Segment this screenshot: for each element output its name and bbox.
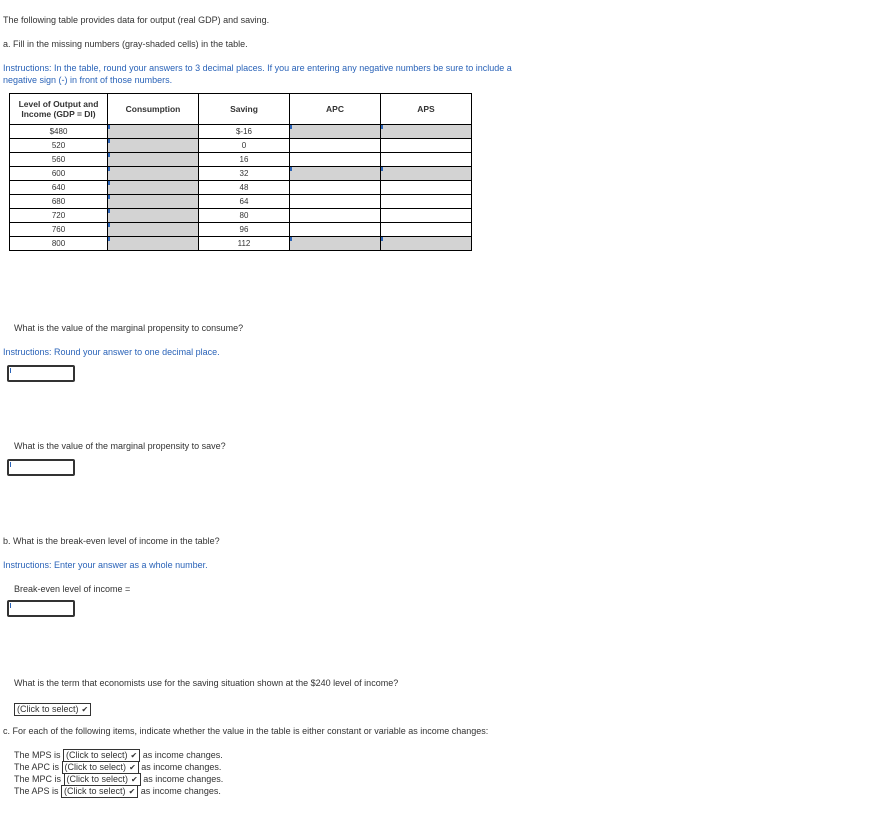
header-aps: APS (381, 94, 472, 125)
table-row (10, 195, 472, 209)
saving-cell: 96 (199, 223, 290, 237)
part-a-text: a. Fill in the missing numbers (gray-shaded cells) in the table. (3, 39, 248, 49)
header-apc: APC (290, 94, 381, 125)
table-row (10, 139, 472, 153)
consumption-input[interactable] (108, 223, 199, 237)
saving-cell: 16 (199, 153, 290, 167)
aps-input[interactable] (381, 237, 472, 251)
consumption-input[interactable] (108, 181, 199, 195)
question-mps: What is the value of the marginal propensity to save? (14, 441, 226, 451)
instructions-b: Instructions: Enter your answer as a whole number. (3, 560, 208, 570)
chevron-down-icon: ✔︎ (131, 775, 138, 784)
consumption-input[interactable] (108, 125, 199, 139)
header-consumption: Consumption (108, 94, 199, 125)
consumption-input[interactable] (108, 139, 199, 153)
income-cell: 520 (10, 139, 108, 153)
part-c-item-suffix: as income changes. (140, 785, 221, 796)
saving-cell: $-16 (199, 125, 290, 139)
intro-text: The following table provides data for output (real GDP) and saving. (3, 15, 270, 25)
part-c-item-prefix: The APC is (14, 761, 60, 772)
aps-cell (381, 209, 472, 223)
part-c-select-value: (Click to select) (66, 774, 129, 784)
term-select-box[interactable] (14, 703, 91, 716)
chevron-down-icon: ✔︎ (130, 751, 138, 760)
part-c-item-suffix: as income changes. (142, 749, 223, 760)
data-table (9, 93, 472, 251)
consumption-input[interactable] (108, 237, 199, 251)
part-c-item-prefix: The MPC is (14, 773, 62, 784)
saving-cell: 80 (199, 209, 290, 223)
consumption-input[interactable] (108, 195, 199, 209)
apc-cell (290, 153, 381, 167)
aps-cell (381, 195, 472, 209)
consumption-input[interactable] (108, 167, 199, 181)
part-c-text: c. For each of the following items, indicate whether the value in the table is either constant or variable as income changes: (3, 726, 489, 736)
part-c-select-value: (Click to select) (64, 762, 127, 772)
breakeven-label: Break-even level of income = (14, 584, 131, 594)
saving-cell: 32 (199, 167, 290, 181)
table-row (10, 237, 472, 251)
question-term: What is the term that economists use for the saving situation shown at the $240 level of income? (14, 678, 399, 688)
income-cell: 680 (10, 195, 108, 209)
header-saving: Saving (199, 94, 290, 125)
header-income: Level of Output and Income (GDP = DI) (10, 94, 108, 125)
aps-cell (381, 181, 472, 195)
aps-input[interactable] (381, 125, 472, 139)
term-select-value: (Click to select) (17, 704, 79, 715)
instructions-a-line1: Instructions: In the table, round your answers to 3 decimal places. If you are entering any negative numbers be sure to include a (3, 63, 512, 73)
breakeven-input[interactable] (7, 600, 75, 617)
term-select[interactable] (14, 701, 91, 719)
mpc-input[interactable] (7, 365, 75, 382)
apc-input[interactable] (290, 125, 381, 139)
apc-cell (290, 181, 381, 195)
apc-cell (290, 139, 381, 153)
mps-input[interactable] (7, 459, 75, 476)
apc-cell (290, 209, 381, 223)
income-cell: 640 (10, 181, 108, 195)
chevron-down-icon: ✔︎ (129, 763, 136, 772)
part-c-select-value: (Click to select) (66, 750, 128, 760)
part-c-item-suffix: as income changes. (141, 761, 222, 772)
table-row (10, 223, 472, 237)
apc-input[interactable] (290, 237, 381, 251)
saving-cell: 112 (199, 237, 290, 251)
income-cell: 800 (10, 237, 108, 251)
apc-cell (290, 223, 381, 237)
instructions-a-line2: negative sign (-) in front of those numbers. (3, 75, 173, 85)
table-row (10, 181, 472, 195)
part-b-text: b. What is the break-even level of income in the table? (3, 536, 220, 546)
consumption-input[interactable] (108, 153, 199, 167)
part-c-select-value: (Click to select) (64, 786, 126, 796)
consumption-input[interactable] (108, 209, 199, 223)
income-cell: 600 (10, 167, 108, 181)
part-c-item-prefix: The MPS is (14, 749, 61, 760)
income-cell: 720 (10, 209, 108, 223)
table-row (10, 167, 472, 181)
income-cell: 760 (10, 223, 108, 237)
aps-input[interactable] (381, 167, 472, 181)
part-c-item-prefix: The APS is (14, 785, 59, 796)
apc-input[interactable] (290, 167, 381, 181)
chevron-down-icon: ✔︎ (81, 705, 89, 715)
aps-cell (381, 223, 472, 237)
income-cell: $480 (10, 125, 108, 139)
saving-cell: 64 (199, 195, 290, 209)
question-mpc: What is the value of the marginal propensity to consume? (14, 323, 244, 333)
part-c-select[interactable] (61, 785, 138, 798)
aps-cell (381, 153, 472, 167)
income-cell: 560 (10, 153, 108, 167)
table-row (10, 125, 472, 139)
chevron-down-icon: ✔︎ (128, 787, 136, 796)
aps-cell (381, 139, 472, 153)
saving-cell: 48 (199, 181, 290, 195)
table-row (10, 209, 472, 223)
part-c-item (14, 785, 221, 798)
saving-cell: 0 (199, 139, 290, 153)
instructions-mpc: Instructions: Round your answer to one decimal place. (3, 347, 220, 357)
table-row (10, 153, 472, 167)
apc-cell (290, 195, 381, 209)
part-c-item-suffix: as income changes. (143, 773, 224, 784)
